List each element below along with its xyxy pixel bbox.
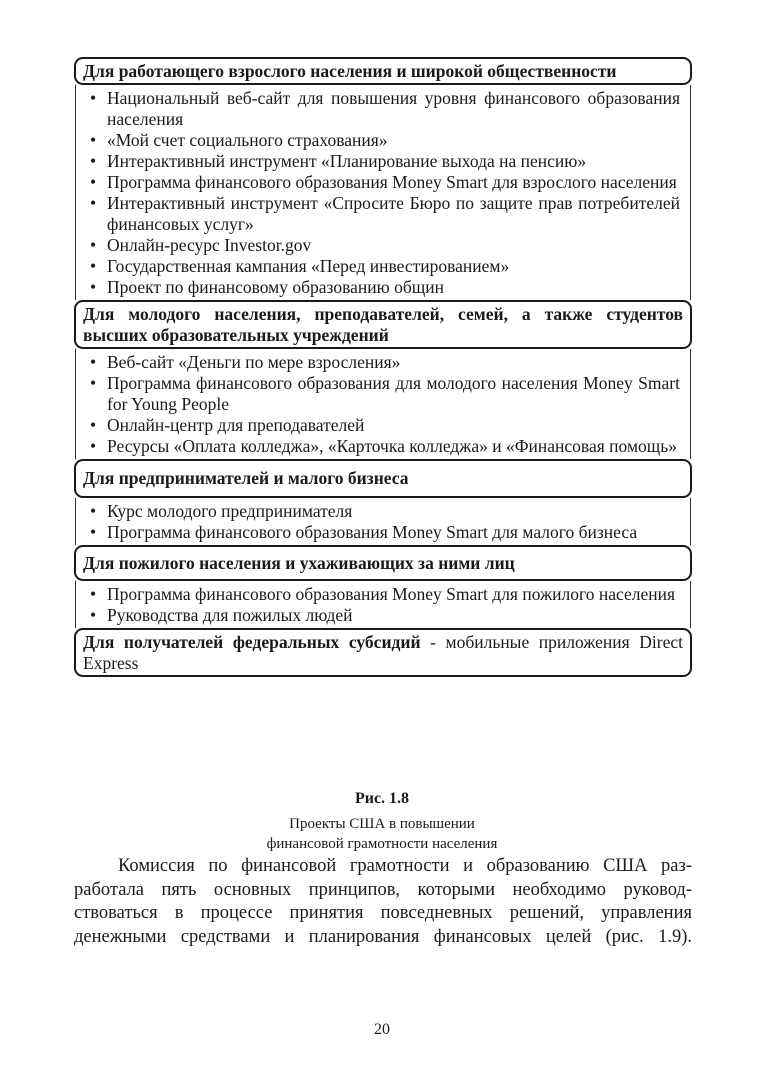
section-header: Для молодого населения, преподавателей, семей, а также студентов высших образовательных учреждений — [74, 300, 692, 349]
bullet-icon: • — [90, 172, 97, 192]
list-item: • Курс молодого предпринимателя — [90, 501, 353, 521]
figure-caption-line: Проекты США в повышении — [289, 816, 475, 832]
list-item: • Ресурсы «Оплата колледжа», «Карточка колледжа» и «Финансовая помощь» — [90, 436, 677, 456]
section-header: Для работающего взрослого населения и широкой общественности — [74, 57, 692, 85]
section-list — [75, 498, 691, 545]
bullet-icon: • — [90, 605, 97, 625]
list-item: • Руководства для пожилых людей — [90, 605, 353, 625]
bullet-icon: • — [90, 130, 97, 150]
bullet-icon: • — [90, 584, 97, 604]
list-item: • Веб-сайт «Деньги по мере взросления» — [90, 352, 401, 372]
list-item: • Государственная кампания «Перед инвестированием» — [90, 256, 510, 276]
bullet-icon: • — [90, 193, 97, 213]
list-item: • Программа финансового образования для молодого населения Money Smart for Young People — [90, 373, 680, 414]
figure-caption-line: финансовой грамотности населения — [266, 836, 498, 852]
section-header: Для предпринимателей и малого бизнеса — [74, 459, 692, 498]
figure-caption-title: Рис. 1.8 — [354, 790, 410, 807]
bullet-icon: • — [90, 501, 97, 521]
bullet-icon: • — [90, 522, 97, 542]
list-item: • Проект по финансовому образованию общин — [90, 277, 444, 297]
bullet-icon: • — [90, 373, 97, 393]
section-list — [75, 581, 691, 628]
list-item: • Онлайн-ресурс Investor.gov — [90, 235, 312, 255]
bullet-icon: • — [90, 436, 97, 456]
bullet-icon: • — [90, 235, 97, 255]
bullet-icon: • — [90, 88, 97, 108]
bullet-icon: • — [90, 256, 97, 276]
bullet-icon: • — [90, 415, 97, 435]
paragraph-line: Комиссия по финансовой грамотности и образованию США раз- — [118, 856, 692, 876]
section-header-bold: Для получателей федеральных субсидий — [83, 632, 421, 652]
bullet-icon: • — [90, 151, 97, 171]
list-item: • Интерактивный инструмент «Спросите Бюро по защите прав потребителей финансовых услуг» — [90, 193, 680, 234]
list-item: • Программа финансового образования Money Smart для малого бизнеса — [90, 522, 638, 542]
section-list — [75, 85, 691, 300]
list-item: • Программа финансового образования Money Smart для пожилого населения — [90, 584, 676, 604]
bullet-icon: • — [90, 352, 97, 372]
paragraph-line: работала пять основных принципов, которыми необходимо руковод- — [74, 879, 692, 900]
page-number: 20 — [374, 1021, 390, 1038]
list-item: • Интерактивный инструмент «Планирование выхода на пенсию» — [90, 151, 587, 171]
body-paragraph — [74, 855, 692, 949]
list-item: • Национальный веб-сайт для повышения уровня финансового образования населения — [90, 88, 680, 129]
bullet-icon: • — [90, 277, 97, 297]
list-item: • Программа финансового образования Money Smart для взрослого населения — [90, 172, 677, 192]
paragraph-line: денежными средствами и планирования финансовых целей (рис. 1.9). — [74, 926, 692, 947]
figure-diagram — [74, 57, 692, 677]
list-item: • Онлайн-центр для преподавателей — [90, 415, 365, 435]
section-list — [75, 349, 691, 459]
section-header-rest: - мобильные приложения Direct Express — [83, 632, 683, 673]
list-item: • «Мой счет социального страхования» — [90, 130, 388, 150]
section-header — [74, 628, 692, 677]
paragraph-line: ствоваться в процессе принятия повседневных решений, управления — [74, 903, 692, 923]
section-header: Для пожилого населения и ухаживающих за ними лиц — [74, 545, 692, 581]
